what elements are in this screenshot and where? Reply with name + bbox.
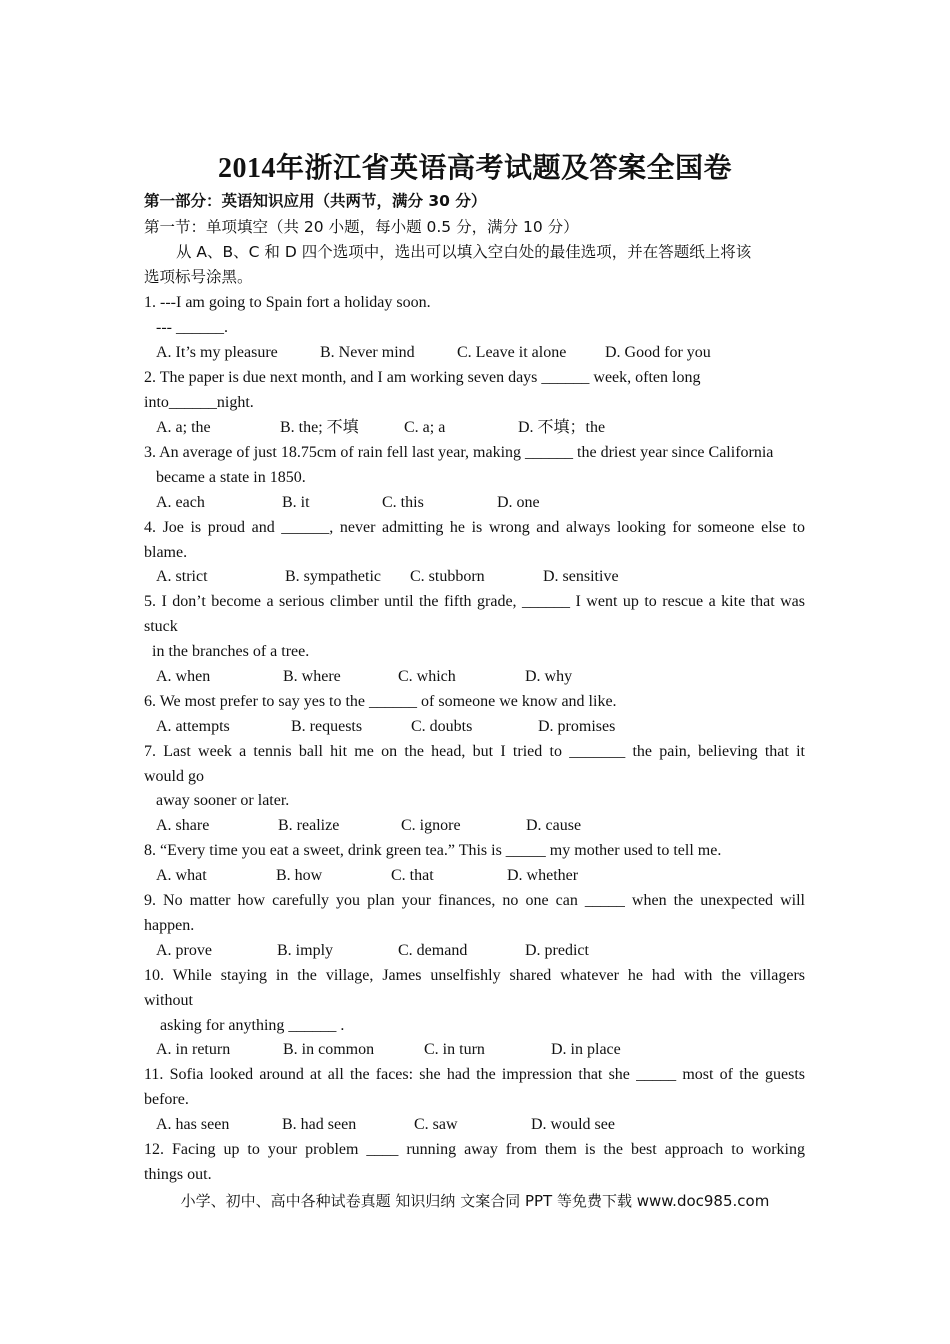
q7-option-c: C. ignore [401,817,461,834]
q6-option-b: B. requests [291,718,363,735]
question-1-line-2: --- ______. [144,319,228,336]
q2-option-c: C. a; a [404,419,446,436]
page-footer: 小学、初中、高中各种试卷真题 知识归纳 文案合同 PPT 等免费下载 www.doc985.com [180,1192,770,1210]
question-7-line-3: away sooner or later. [144,792,290,809]
q7-option-d: D. cause [526,817,582,834]
q10-option-b: B. in common [283,1041,375,1058]
question-10-line-1: 10. While staying in the village, James unselfishly shared whatever he had with the villagers [144,967,805,984]
q10-option-d: D. in place [551,1041,621,1058]
q10-option-c: C. in turn [424,1041,485,1058]
q4-option-d: D. sensitive [543,568,619,585]
question-5-line-2: stuck [144,618,178,635]
question-10-line-3: asking for anything ______ . [144,1017,345,1034]
q5-option-d: D. why [525,668,573,685]
q9-option-a: A. prove [156,942,212,959]
question-4-line-2: blame. [144,544,188,561]
q4-option-b: B. sympathetic [285,568,381,585]
q11-option-d: D. would see [531,1116,615,1133]
q1-option-a: A. It’s my pleasure [156,344,278,361]
question-2-line-1: 2. The paper is due next month, and I am working seven days ______ week, often long [144,369,701,386]
question-6-line-1: 6. We most prefer to say yes to the ______ of someone we know and like. [144,693,617,710]
q9-option-d: D. predict [525,942,589,959]
q4-option-c: C. stubborn [410,568,485,585]
q6-option-c: C. doubts [411,718,473,735]
question-4-line-1: 4. Joe is proud and ______, never admitting he is wrong and always looking for someone else to [144,519,805,536]
question-7-line-2: would go [144,768,204,785]
question-5-line-3: in the branches of a tree. [144,643,310,660]
q5-option-c: C. which [398,668,456,685]
q6-option-a: A. attempts [156,718,230,735]
question-1-line-1: 1. ---I am going to Spain fort a holiday soon. [144,294,431,311]
q4-option-a: A. strict [156,568,208,585]
q9-option-b: B. imply [277,942,334,959]
q8-option-b: B. how [276,867,323,884]
instructions-line-1: 从 A、B、C 和 D 四个选项中，选出可以填入空白处的最佳选项，并在答题纸上将该 [176,243,752,261]
q5-option-a: A. when [156,668,211,685]
q5-option-b: B. where [283,668,341,685]
q2-option-d: D. 不填；the [518,419,606,436]
q3-option-d: D. one [497,494,540,511]
instructions-line-2: 选项标号涂黑。 [144,268,253,286]
question-11-line-2: before. [144,1091,189,1108]
question-11-line-1: 11. Sofia looked around at all the faces: she had the impression that she _____ most of the guests [144,1066,805,1083]
q8-option-d: D. whether [507,867,579,884]
question-3-line-1: 3. An average of just 18.75cm of rain fell last year, making ______ the driest year since California [144,444,774,461]
q2-option-b: B. the; 不填 [280,419,359,436]
section-heading: 第一节：单项填空（共 20 小题，每小题 0.5 分，满分 10 分） [144,218,579,236]
question-2-line-2: into______night. [144,394,254,411]
question-10-line-2: without [144,992,193,1009]
q3-option-b: B. it [282,494,310,511]
q11-option-a: A. has seen [156,1116,230,1133]
question-12-line-1: 12. Facing up to your problem ____ running away from them is the best approach to working [144,1141,805,1158]
q8-option-c: C. that [391,867,434,884]
q9-option-c: C. demand [398,942,468,959]
q7-option-a: A. share [156,817,210,834]
q1-option-d: D. Good for you [605,344,711,361]
q10-option-a: A. in return [156,1041,231,1058]
q2-option-a: A. a; the [156,419,211,436]
q3-option-a: A. each [156,494,205,511]
q1-option-b: B. Never mind [320,344,415,361]
question-9-line-1: 9. No matter how carefully you plan your finances, no one can _____ when the unexpected will [144,892,805,909]
q11-option-b: B. had seen [282,1116,357,1133]
q7-option-b: B. realize [278,817,340,834]
part-heading: 第一部分：英语知识应用（共两节，满分 30 分） [144,192,487,210]
page-title: 2014年浙江省英语高考试题及答案全国卷 [217,153,732,184]
question-12-line-2: things out. [144,1166,212,1183]
question-7-line-1: 7. Last week a tennis ball hit me on the head, but I tried to _______ the pain, believing that it [144,743,805,760]
question-3-line-2: became a state in 1850. [144,469,306,486]
q11-option-c: C. saw [414,1116,458,1133]
q8-option-a: A. what [156,867,207,884]
question-9-line-2: happen. [144,917,195,934]
q3-option-c: C. this [382,494,424,511]
question-5-line-1: 5. I don’t become a serious climber until the fifth grade, ______ I went up to rescue a kite that was [144,593,805,610]
q1-option-c: C. Leave it alone [457,344,567,361]
question-8-line-1: 8. “Every time you eat a sweet, drink green tea.” This is _____ my mother used to tell me. [144,842,722,859]
q6-option-d: D. promises [538,718,616,735]
